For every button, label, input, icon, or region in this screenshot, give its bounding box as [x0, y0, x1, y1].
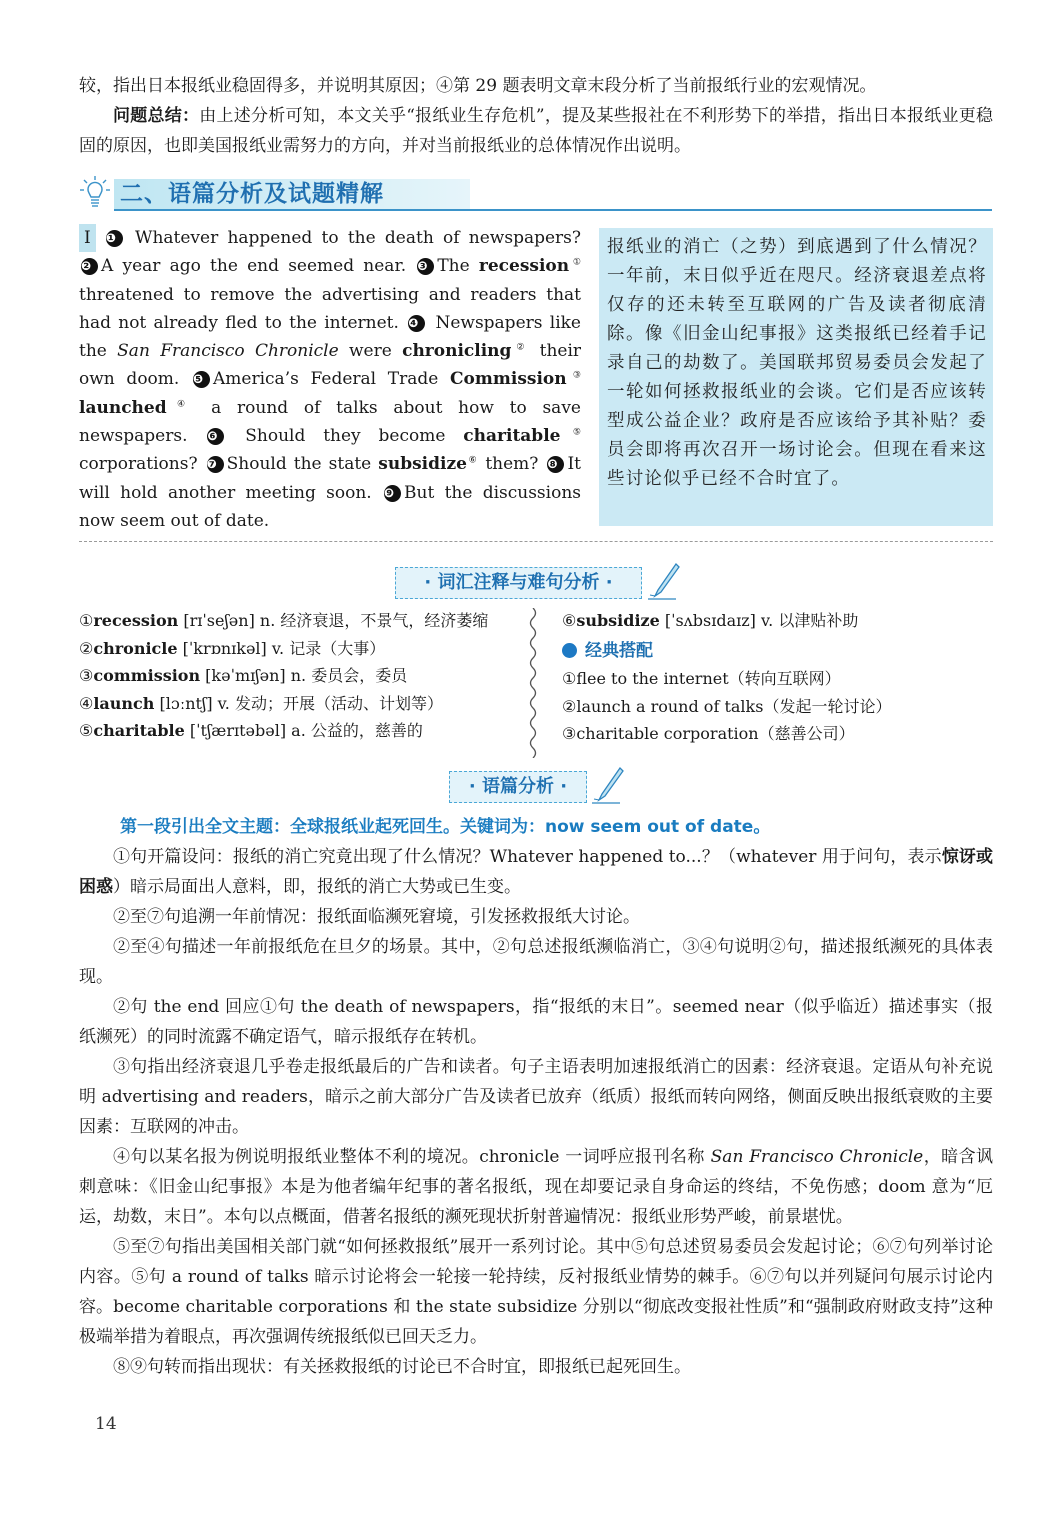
section-header: [78, 173, 992, 213]
sentence-9: But the discussions now seem out of date.: [79, 482, 581, 531]
lightbulb-icon: [80, 175, 110, 209]
vocab-item: ①recession [rɪˈseʃən] n. 经济衰退，不景气，经济萎缩: [79, 611, 489, 630]
keyword-charitable: charitable: [463, 426, 561, 447]
sentence-5a: America’s Federal Trade: [213, 369, 451, 390]
collocation-item: ①flee to the internet（转向互联网）: [562, 669, 841, 688]
pen-icon: [646, 562, 682, 602]
analysis-body: [79, 842, 993, 1382]
footnote-mark: ⑥: [466, 455, 479, 466]
sentence-marker: ❻: [207, 428, 224, 445]
analysis-heading: 第一段引出全文主题：全球报纸业起死回生。关键词为：now seem out of date。: [120, 817, 771, 837]
pen-icon: [590, 766, 626, 806]
newspaper-name: San Francisco Chronicle: [117, 341, 339, 362]
vocab-right-column: [562, 607, 992, 748]
vocab-item: ③commission [kəˈmɪʃən] n. 委员会，委员: [79, 666, 408, 685]
section-title: 二、语篇分析及试题精解: [120, 181, 384, 207]
collocation-item: ③charitable corporation（慈善公司）: [562, 724, 855, 743]
keyword-subsidize: subsidize: [378, 454, 467, 475]
footnote-mark: ④: [166, 399, 196, 410]
analysis-paragraph: ①句开篇设问：报纸的消亡究竟出现了什么情况？Whatever happened to...？（whatever 用于问句，表示惊讶或困惑）暗示局面出人意料，即，报纸的消亡大势或已生变。: [79, 847, 993, 897]
sentence-7a: Should the state: [226, 454, 379, 475]
analysis-paragraph: ④句以某名报为例说明报纸业整体不利的境况。chronicle 一词呼应报刊名称 San Francisco Chronicle，暗含讽刺意味：《旧金山纪事报》本是为他者编年纪事的著名报纸，现在却要记录自身命运的终结，不免伤感；doom 意为“厄运，劫数，末日”。本句以点概面，借著名报纸的濒死现状折射普遍情况：报纸业形势严峻，前景堪忧。: [79, 1147, 994, 1227]
vocab-list: [79, 607, 519, 745]
footnote-mark: ⑤: [560, 427, 582, 438]
footnote-mark: ②: [511, 342, 530, 353]
sentence-6a: Should they become: [245, 426, 464, 447]
dashed-divider: [79, 541, 993, 542]
footnote-mark: ③: [566, 370, 582, 381]
sentence-marker: ❽: [547, 456, 564, 473]
sentence-7b: them?: [478, 454, 539, 475]
sentence-marker: ❼: [207, 456, 224, 473]
analysis-paragraph: ⑧⑨句转而指出现状：有关拯救报纸的讨论已不合时宜，即报纸已起死回生。: [113, 1357, 691, 1377]
sentence-2: A year ago the end seemed near.: [101, 256, 407, 277]
analysis-paragraph: ③句指出经济衰退几乎卷走报纸最后的广告和读者。句子主语表明加速报纸消亡的因素：经济衰退。定语从句补充说明 advertising and readers，暗示之前大部分广告及读者已放弃（纸质）报纸而转向网络，侧面反映出报纸衰败的主要因素：互联网的冲击。: [79, 1057, 993, 1137]
wavy-divider: [526, 608, 540, 758]
page-number: 14: [95, 1414, 117, 1434]
footnote-mark: ①: [569, 257, 581, 268]
sentence-5b: a round of talks about how to save newspapers.: [79, 397, 581, 447]
vocab-item: ④launch [lɔːntʃ] v. 发动；开展（活动、计划等）: [79, 693, 443, 713]
collocation-heading: 经典搭配: [562, 637, 992, 666]
analysis-badge: · 语篇分析 ·: [449, 771, 587, 803]
paragraph-roman-numeral: I: [79, 224, 96, 252]
keyword-commission: Commission: [450, 369, 567, 390]
bullet-dot-icon: [562, 643, 577, 658]
sentence-marker: ❺: [193, 371, 210, 388]
passage-english: [79, 224, 581, 535]
summary-text: 由上述分析可知，本文关乎“报纸业生存危机”，提及某些报社在不利形势下的举措，指出日本报纸业更稳固的原因，也即美国报纸业需努力的方向，并对当前报纸业的总体情况作出说明。: [79, 106, 994, 156]
translation-box: [599, 228, 993, 526]
sentence-marker: ❾: [384, 485, 401, 502]
analysis-paragraph: ②至④句描述一年前报纸危在旦夕的场景。其中，②句总述报纸濒临消亡，③④句说明②句，描述报纸濒死的具体表现。: [79, 937, 993, 987]
section-rule: [114, 209, 992, 211]
sentence-8: It will hold another meeting soon.: [79, 454, 582, 503]
intro-line: 较，指出日本报纸业稳固得多，并说明其原因；④第 29 题表明文章末段分析了当前报纸行业的宏观情况。: [79, 76, 877, 96]
sentence-1: Whatever happened to the death of newspapers?: [134, 228, 581, 248]
keyword-launched: launched: [79, 397, 167, 418]
analysis-paragraph: ⑤至⑦句指出美国相关部门就“如何拯救报纸”展开一系列讨论。其中⑤句总述贸易委员会发起讨论；⑥⑦句列举讨论内容。⑤句 a round of talks 暗示讨论将会一轮接一轮持续，反衬报纸业情势的棘手。⑥⑦句以并列疑问句展示讨论内容。become charitable corporations 和 the state subsidize 分别以“彻底改变报社性质”和“强制政府财政支持”这种极端举措为着眼点，再次强调传统报纸似已回天乏力。: [79, 1237, 993, 1347]
vocab-item: ⑥subsidize [ˈsʌbsɪdaɪz] v. 以津贴补助: [562, 611, 859, 630]
vocab-item: ②chronicle [ˈkrɒnɪkəl] v. 记录（大事）: [79, 638, 386, 658]
vocab-item: ⑤charitable [ˈtʃærɪtəbəl] a. 公益的，慈善的: [79, 721, 423, 740]
sentence-marker: ❸: [417, 258, 434, 275]
sentence-marker: ❷: [81, 258, 98, 275]
keyword-chronicling: chronicling: [402, 341, 512, 362]
translation-text: 报纸业的消亡（之势）到底遇到了什么情况？一年前，末日似乎近在咫尺。经济衰退差点将仅存的还未转至互联网的广告及读者彻底清除。像《旧金山纪事报》这类报纸已经着手记录自己的劫数了。美国联邦贸易委员会发起了一轮如何拯救报纸业的会谈。它们是否应该转型成公益企业？政府是否应该给予其补贴？委员会即将再次召开一场讨论会。但现在看来这些讨论似乎已经不合时宜了。: [607, 237, 987, 489]
analysis-paragraph: ②至⑦句追溯一年前情况：报纸面临濒死窘境，引发拯救报纸大讨论。: [113, 907, 640, 927]
sentence-6b: corporations?: [79, 454, 198, 475]
summary-label: 问题总结：: [113, 106, 200, 126]
sentence-3b: threatened to remove the advertising and readers that had not already fled to the internet.: [79, 284, 581, 333]
sentence-marker: ❹: [408, 315, 425, 332]
keyword-recession: recession: [478, 256, 570, 277]
collocation-item: ②launch a round of talks（发起一轮讨论）: [562, 696, 892, 716]
sentence-4c: their own doom.: [79, 341, 582, 390]
analysis-paragraph: ②句 the end 回应①句 the death of newspapers，指“报纸的末日”。seemed near（似乎临近）描述事实（报纸濒死）的同时流露不确定语气，暗示报纸存在转机。: [79, 997, 993, 1047]
sentence-marker: ❶: [106, 230, 123, 247]
sentence-4b: were: [338, 341, 403, 362]
sentence-3a: The: [437, 256, 479, 277]
summary-paragraph: [79, 101, 993, 161]
sentence-4a: Newspapers like the: [79, 312, 581, 362]
vocab-badge: · 词汇注释与难句分析 ·: [395, 567, 642, 599]
